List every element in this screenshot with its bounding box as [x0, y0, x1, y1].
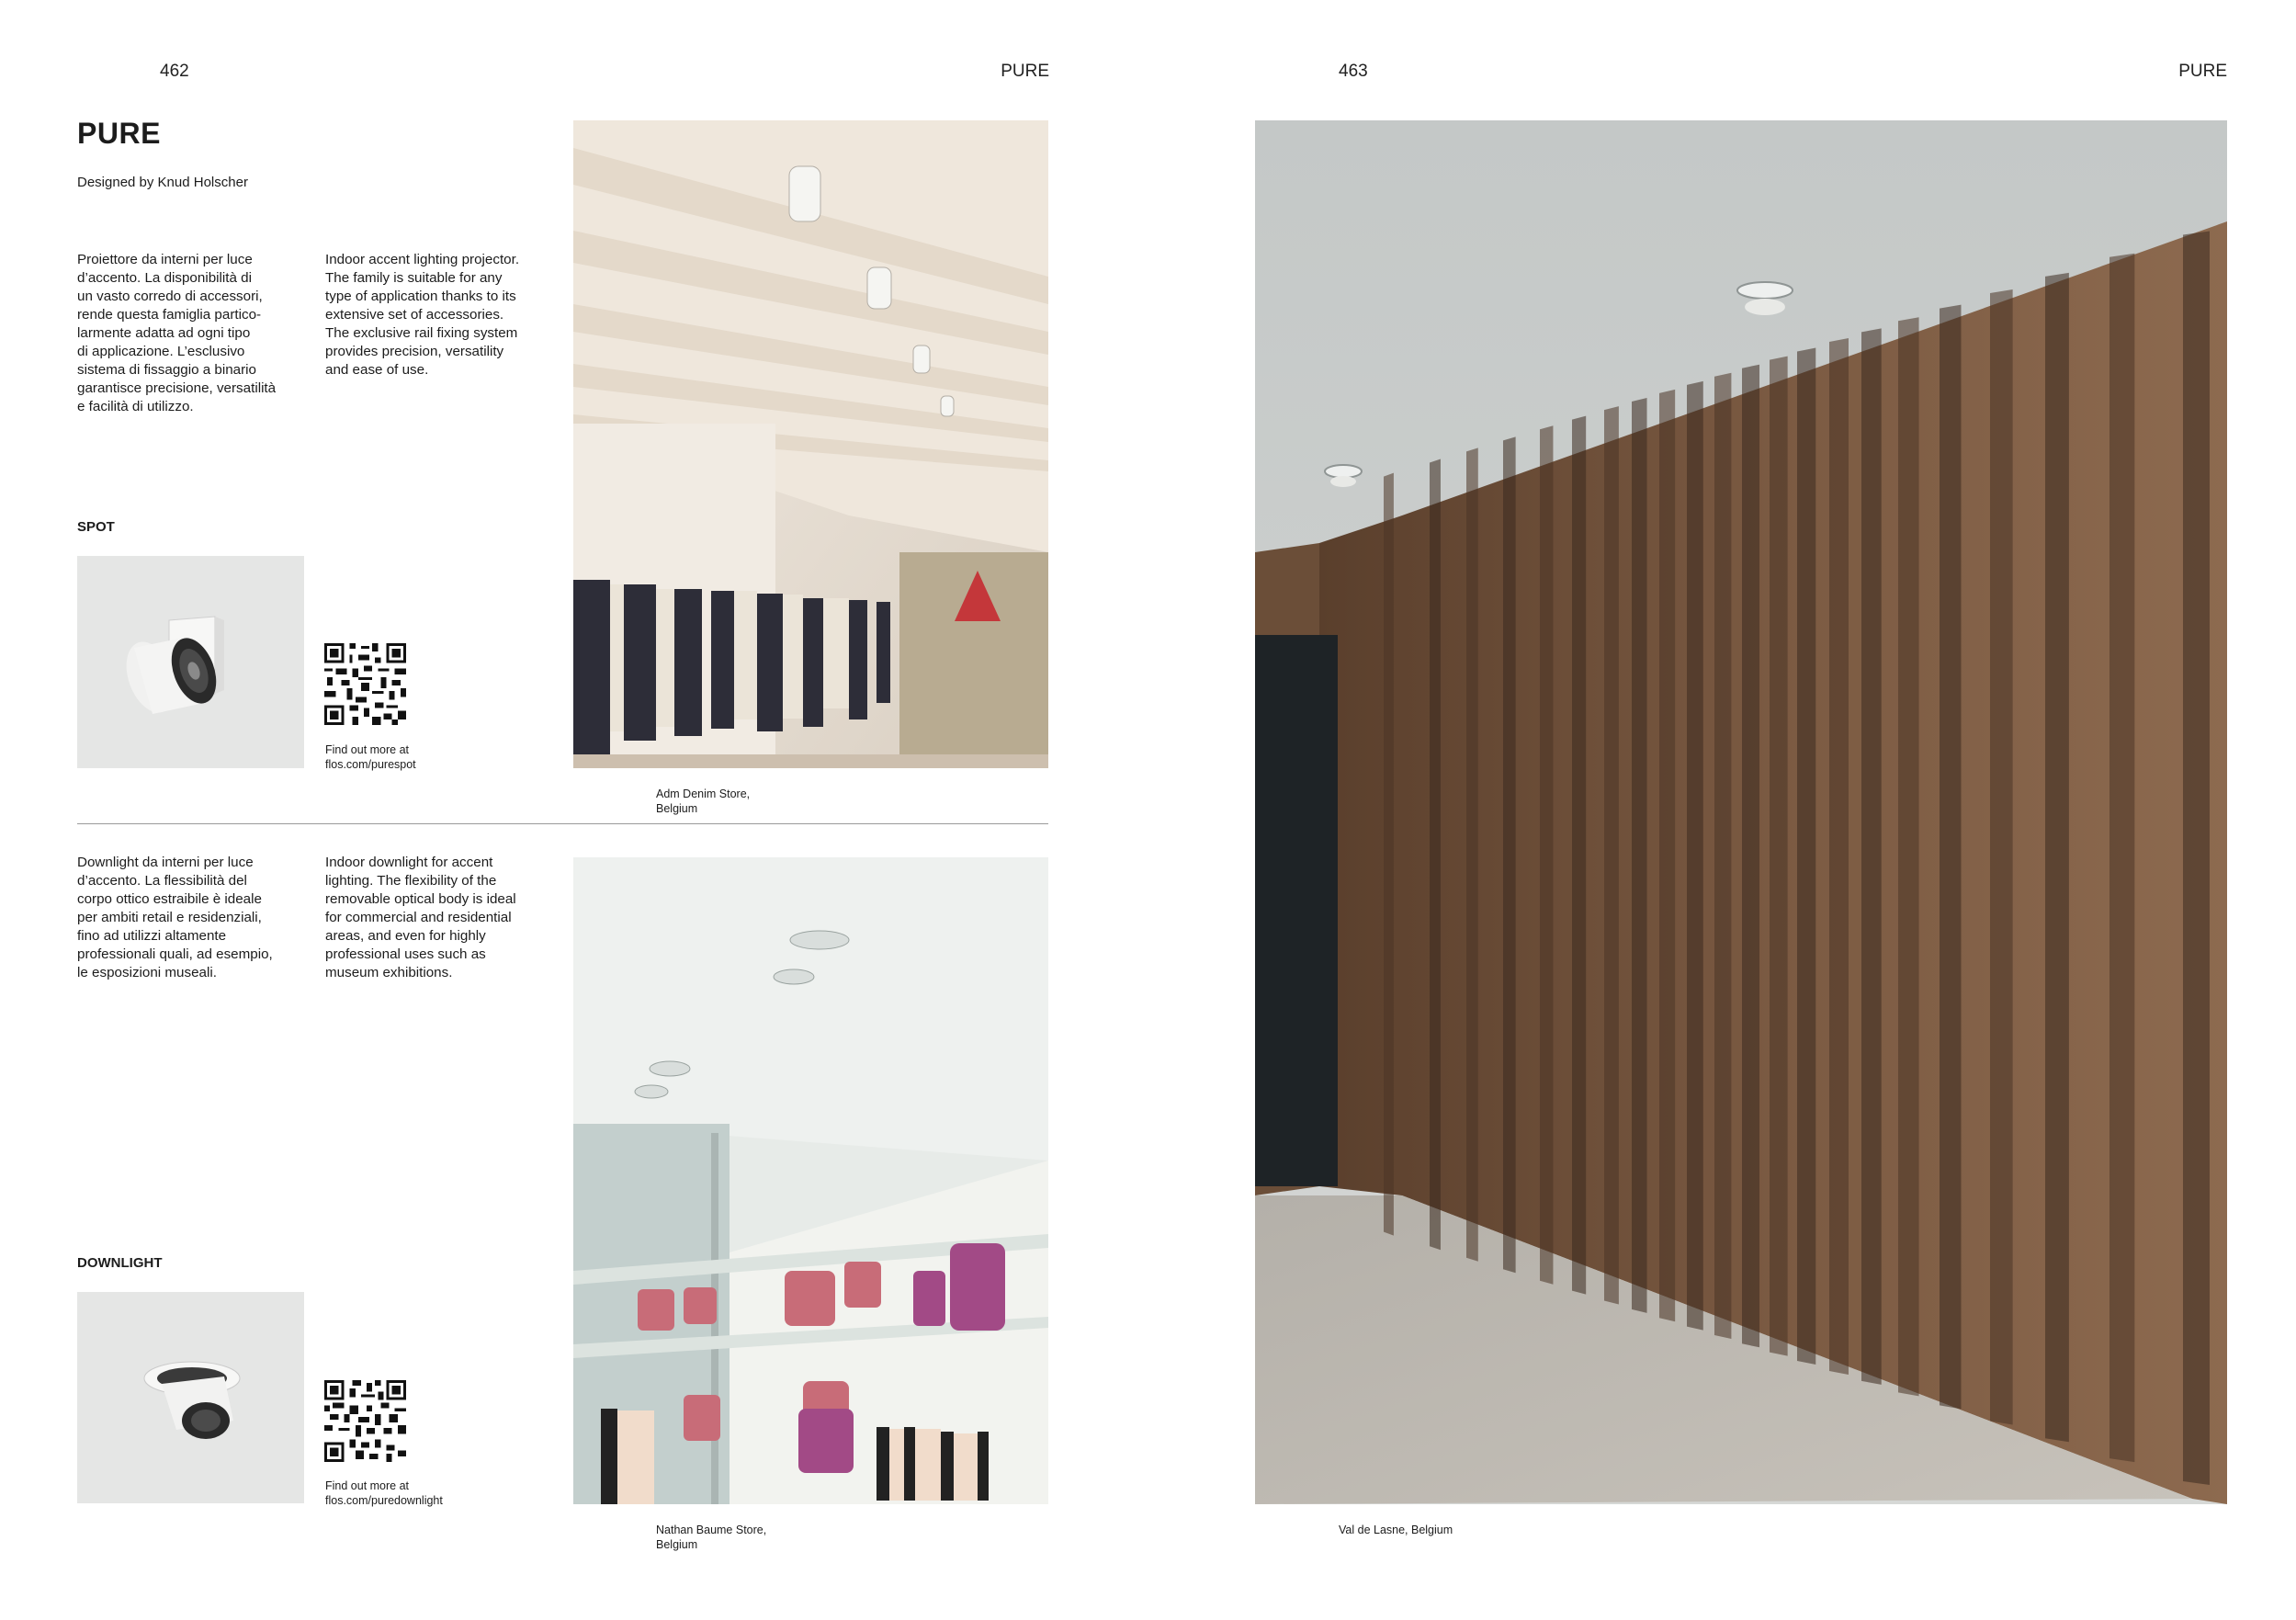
handbag-store-photo: [573, 857, 1048, 1504]
downlight-qr-code[interactable]: [324, 1380, 406, 1462]
product-title: PURE: [77, 117, 161, 150]
spot-qr-code[interactable]: [324, 643, 406, 725]
running-head-left: PURE: [1001, 62, 1049, 81]
designer-credit: Designed by Knud Holscher: [77, 175, 248, 190]
spot-description-italian: Proiettore da interni per luce d’accento. La disponibilità di un vasto corredo di accessori, rende questa famiglia partico- larmente adatta ad ogni tipo di applicazione. L’esclusivo sistema di fissaggio a binario garantisce precisione, versatilità e facilità di utilizzo.: [77, 252, 277, 414]
downlight-qr-caption: Find out more at flos.com/puredownlight: [325, 1479, 443, 1507]
page-number-left: 462: [160, 62, 189, 81]
wood-panel-room-photo: [1255, 120, 2227, 1504]
running-head-right: PURE: [2178, 62, 2227, 81]
clothing-store-caption: Adm Denim Store, Belgium: [656, 787, 751, 815]
qr-code-icon: [324, 1380, 406, 1462]
downlight-fixture-icon: [77, 1292, 304, 1503]
spot-product-image: [77, 556, 304, 768]
downlight-product-image: [77, 1292, 304, 1503]
room-photo-caption: Val de Lasne, Belgium: [1339, 1524, 1453, 1536]
spot-description-english: Indoor accent lighting projector. The family is suitable for any type of application thanks to its extensive set of accessories. The exclusive rail fixing system provides precision, versatility and ease of use.: [325, 252, 520, 378]
downlight-description-english: Indoor downlight for accent lighting. The flexibility of the removable optical body is ideal for commercial and residential areas, and even for highly professional uses such as museum exhibitions.: [325, 855, 516, 980]
page-number-right: 463: [1339, 62, 1368, 81]
downlight-description-italian: Downlight da interni per luce d’accento. La flessibilità del corpo ottico estraibile è ideale per ambiti retail e residenziali, fino ad utilizzi altamente professionali quali, ad esempio, le esposizioni museali.: [77, 855, 273, 980]
qr-code-icon: [324, 643, 406, 725]
downlight-section-label: DOWNLIGHT: [77, 1255, 163, 1271]
spot-fixture-icon: [77, 556, 304, 768]
clothing-store-photo: [573, 120, 1048, 768]
spot-qr-caption: Find out more at flos.com/purespot: [325, 743, 416, 771]
spot-section-label: SPOT: [77, 519, 115, 535]
handbag-store-caption: Nathan Baume Store, Belgium: [656, 1524, 767, 1551]
section-divider: [77, 823, 1048, 824]
